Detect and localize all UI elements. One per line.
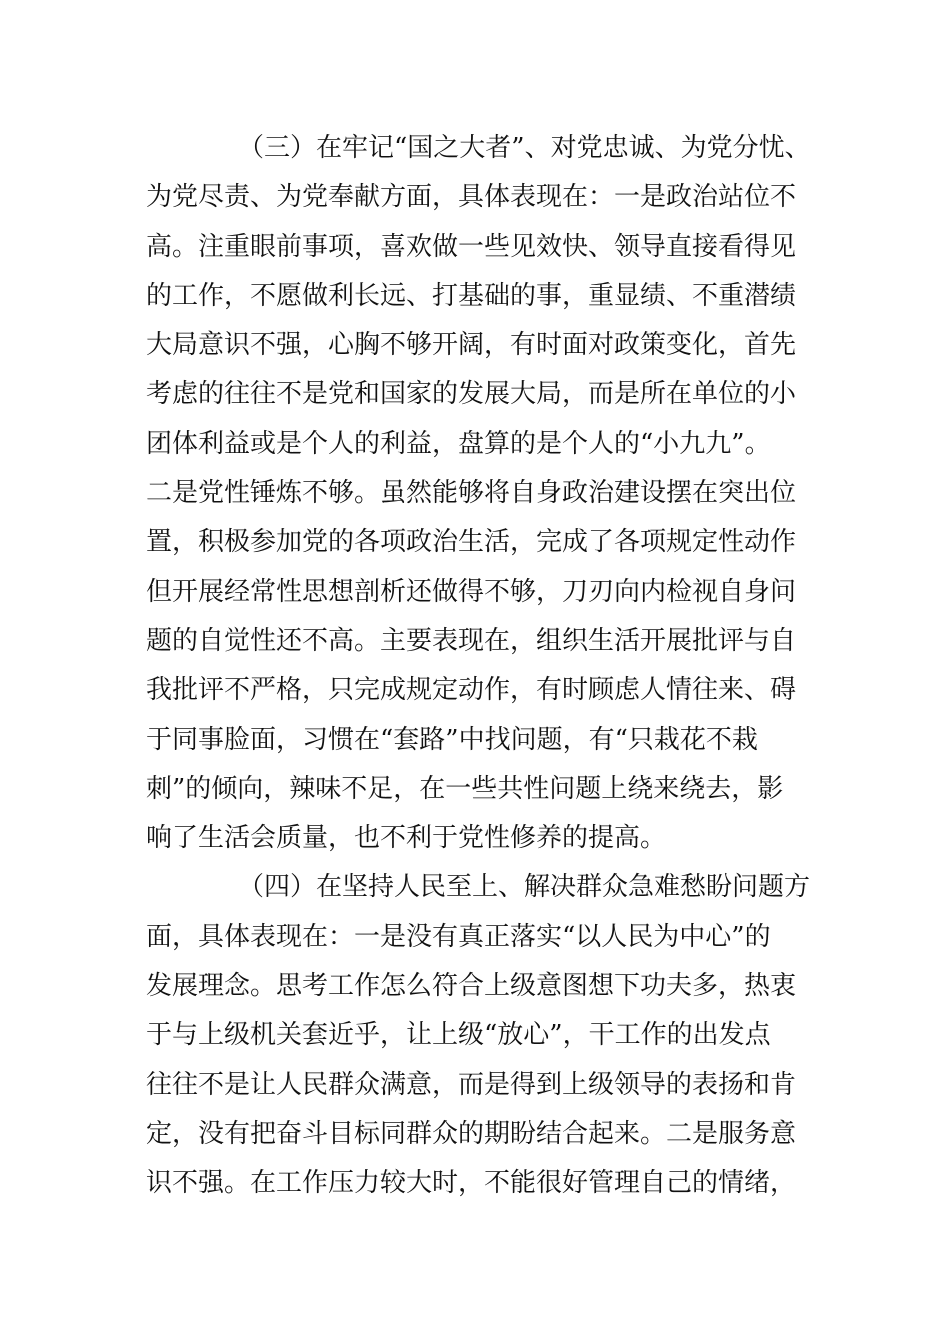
text-line: 响了生活会质量，也不利于党性修养的提高。 (146, 823, 667, 854)
text-line: 为党尽责、为党奉献方面，具体表现在：一是政治站位不 (146, 182, 797, 213)
paragraph-3-heading-line: （三）在牢记“国之大者”、对党忠诚、为党分忧、 (238, 133, 811, 163)
text-line: 我批评不严格，只完成规定动作，有时顾虑人情往来、碍 (146, 675, 797, 706)
text-line: 发展理念。思考工作怎么符合上级意图想下功夫多，热衷 (146, 971, 797, 1002)
text-line: 于同事脸面，习惯在“套路”中找问题，有“只栽花不栽 (146, 724, 758, 755)
text-line: 面，具体表现在：一是没有真正落实“以人民为中心”的 (146, 921, 771, 952)
text-line: 于与上级机关套近乎，让上级“放心”，干工作的出发点 (146, 1020, 771, 1051)
text-line: 题的自觉性还不高。主要表现在，组织生活开展批评与自 (146, 625, 797, 656)
text-line: 二是党性锤炼不够。虽然能够将自身政治建设摆在突出位 (146, 478, 797, 509)
text-line: 识不强。在工作压力较大时，不能很好管理自己的情绪， (146, 1168, 797, 1199)
text-line: 大局意识不强，心胸不够开阔，有时面对政策变化，首先 (146, 330, 797, 361)
text-line: 考虑的往往不是党和国家的发展大局，而是所在单位的小 (146, 379, 797, 410)
paragraph-4-heading-line: （四）在坚持人民至上、解决群众急难愁盼问题方 (238, 872, 811, 903)
text-line: 刺”的倾向，辣味不足，在一些共性问题上绕来绕去，影 (146, 773, 784, 804)
text-line: 置，积极参加党的各项政治生活，完成了各项规定性动作 (146, 527, 797, 558)
text-line: 但开展经常性思想剖析还做得不够，刀刃向内检视自身问 (146, 576, 797, 607)
text-line: 往往不是让人民群众满意，而是得到上级领导的表扬和肯 (146, 1069, 797, 1100)
document-body (146, 124, 846, 1209)
text-line: 的工作，不愿做利长远、打基础的事，重显绩、不重潜绩 (146, 280, 797, 311)
text-line: 团体利益或是个人的利益，盘算的是个人的“小九九”。 (146, 428, 771, 459)
text-line: 定，没有把奋斗目标同群众的期盼结合起来。二是服务意 (146, 1118, 797, 1149)
text-line: 高。注重眼前事项，喜欢做一些见效快、领导直接看得见 (146, 231, 797, 262)
